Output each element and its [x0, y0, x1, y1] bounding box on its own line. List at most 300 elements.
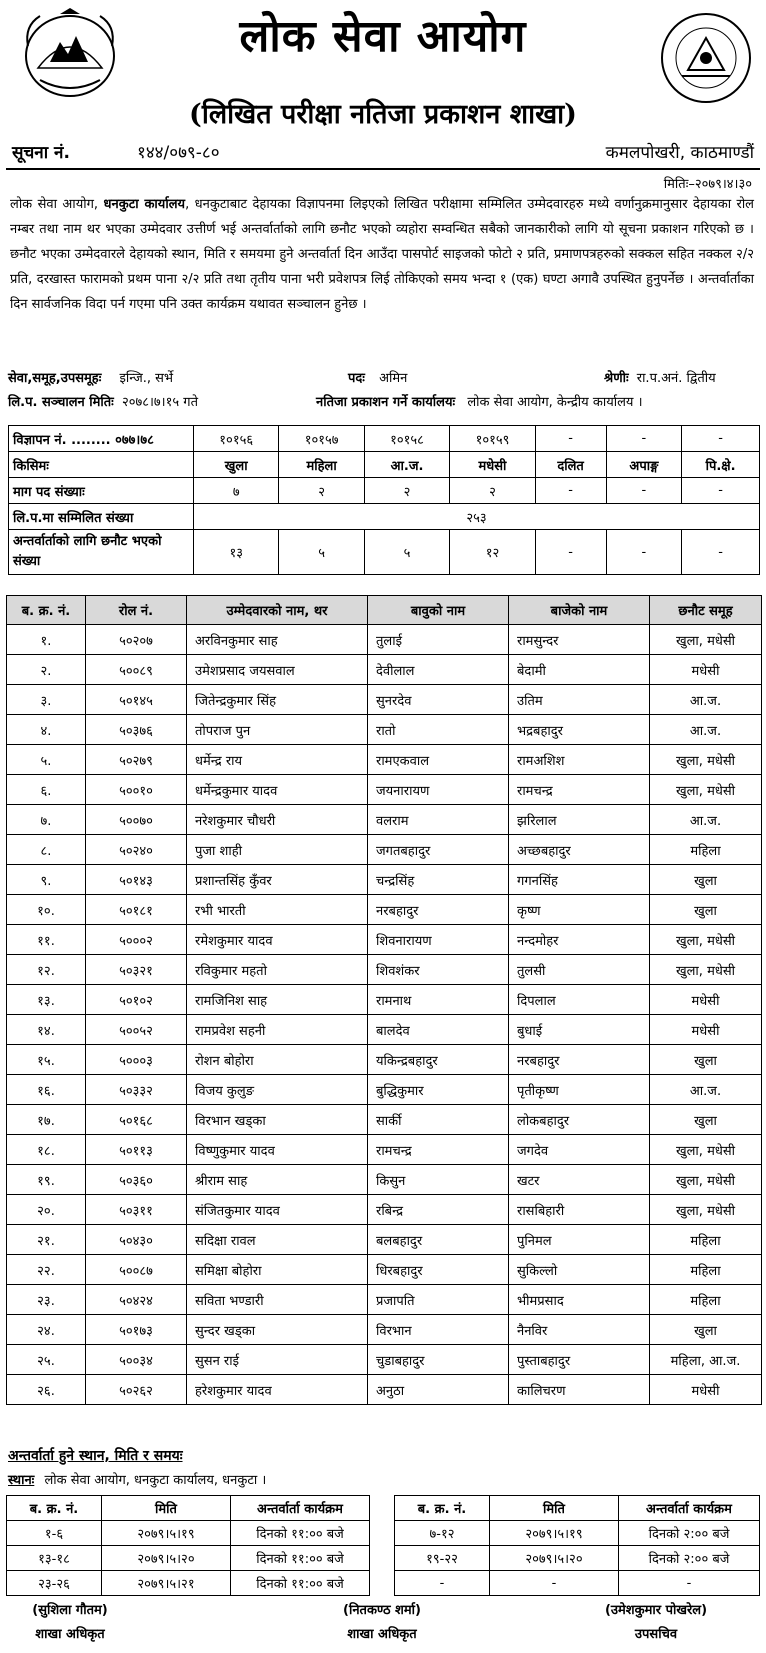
interview-place-value: लोक सेवा आयोग, धनकुटा कार्यालय, धनकुटा । — [44, 1473, 267, 1488]
candidate-name-cell: रमेशकुमार यादव — [187, 925, 368, 955]
father-name-cell: अनुठा — [368, 1375, 509, 1405]
group-cell: खुला, मधेसी — [650, 625, 762, 655]
serial-range-cell: - — [395, 1571, 490, 1596]
table-row — [7, 805, 762, 835]
column-header: ब. क्र. नं. — [7, 596, 86, 625]
selected-cell: १२ — [450, 530, 535, 575]
candidate-name-cell: रविकुमार महतो — [187, 955, 368, 985]
candidates-header-row — [7, 596, 762, 625]
group-cell: खुला, मधेसी — [650, 925, 762, 955]
demand-cell: २ — [450, 478, 535, 504]
serial-cell: १९. — [7, 1165, 86, 1195]
serial-cell: १०. — [7, 895, 86, 925]
signature-block — [0, 1600, 180, 1642]
candidate-name-cell: उमेशप्रसाद जयसवाल — [187, 655, 368, 685]
type-cell: खुला — [194, 452, 279, 478]
result-office-label: नतिजा प्रकाशन गर्ने कार्यालयः — [316, 395, 456, 410]
father-name-cell: बलबहादुर — [368, 1225, 509, 1255]
grandfather-name-cell: तुलसी — [509, 955, 650, 985]
father-name-cell: सुनरदेव — [368, 685, 509, 715]
class-label: श्रेणीः — [604, 371, 629, 386]
notice-label: सूचना नं. — [12, 143, 70, 163]
notice-date: मितिः–२०७९।४।३० — [663, 177, 752, 192]
serial-cell: २३. — [7, 1285, 86, 1315]
demand-cell: २ — [279, 478, 364, 504]
signatory-name: (नितकण्ठ शर्मा) — [343, 1603, 421, 1618]
type-cell: मधेसी — [450, 452, 535, 478]
grandfather-name-cell: भद्रबहादुर — [509, 715, 650, 745]
serial-range-cell: २३-२६ — [7, 1571, 102, 1596]
table-row — [7, 1045, 762, 1075]
appeared-value: २५३ — [194, 504, 760, 530]
father-name-cell: रामनाथ — [368, 985, 509, 1015]
roll-cell: ५०२०७ — [86, 625, 187, 655]
table-row — [7, 1521, 370, 1546]
roll-cell: ५०११३ — [86, 1135, 187, 1165]
serial-cell: ५. — [7, 745, 86, 775]
group-cell: खुला, मधेसी — [650, 1135, 762, 1165]
candidate-name-cell: विष्णुकुमार यादव — [187, 1135, 368, 1165]
group-cell: खुला, मधेसी — [650, 1165, 762, 1195]
candidate-name-cell: तोपराज पुन — [187, 715, 368, 745]
notice-line — [12, 140, 754, 163]
appeared-row — [9, 504, 760, 530]
type-cell: अपाङ्ग — [606, 452, 682, 478]
table-row — [7, 1135, 762, 1165]
date-cell: २०७९।५।१९ — [102, 1521, 231, 1546]
group-cell: खुला, मधेसी — [650, 775, 762, 805]
group-cell: महिला — [650, 1285, 762, 1315]
column-header: अन्तर्वार्ता कार्यक्रम — [619, 1496, 760, 1521]
demand-cell: - — [606, 478, 682, 504]
group-cell: आ.ज. — [650, 805, 762, 835]
adv-label: विज्ञापन नं. ........ ०७७।७८ — [9, 426, 194, 452]
adv-row — [9, 426, 760, 452]
candidate-name-cell: रामजिनिश साह — [187, 985, 368, 1015]
table-row — [7, 1195, 762, 1225]
selected-cell: ५ — [364, 530, 449, 575]
roll-cell: ५०३६० — [86, 1165, 187, 1195]
interview-left-body — [7, 1521, 370, 1596]
adv-cell: १०१५८ — [364, 426, 449, 452]
father-name-cell: रामएकवाल — [368, 745, 509, 775]
table-row — [395, 1546, 760, 1571]
commission-seal-logo — [660, 12, 752, 104]
time-cell: - — [619, 1571, 760, 1596]
serial-cell: २६. — [7, 1375, 86, 1405]
group-cell: मधेसी — [650, 655, 762, 685]
class — [604, 368, 716, 386]
roll-cell: ५०२६२ — [86, 1375, 187, 1405]
body-text-2: , धनकुटाबाट देहायका विज्ञापनमा लिइएको लिखित परीक्षामा सम्मिलित उम्मेदवारहरु मध्ये वर्णानुक्रमानुसार देहायका रोल नम्बर तथा नाम थर भएका उम्मेदवार उत्तीर्ण भई अन्तर्वार्ताको लागि छनौट भएको व्यहोरा सम्वन्धित सबैको जानकारीको लागि यो सूचना प्रकाशन गरिएको छ । छनौट भएका उम्मेदवारले देहायको स्थान, मिति र समयमा हुने अन्तर्वार्ता दिन आउँदा पासपोर्ट साइजको फोटो २ प्रति, प्रमाणपत्रहरुको सक्कल सहित नक्कल २/२ प्रति, दरखास्त फारामको प्रथम पाना २/२ प्रति तथा तृतीय पाना भरी प्रवेशपत्र लिई तोकिएको समय भन्दा १ (एक) घण्टा अगावै उपस्थित हुनुपर्नेछ । अन्तर्वार्ताका दिन सार्वजनिक विदा पर्न गएमा पनि उक्त कार्यक्रम यथावत सञ्चालन हुनेछ । — [10, 197, 754, 312]
candidate-name-cell: धर्मेन्द्र राय — [187, 745, 368, 775]
service-label: सेवा,समूह,उपसमूहः — [8, 371, 102, 386]
column-header: बावुको नाम — [368, 596, 509, 625]
roll-cell: ५०३११ — [86, 1195, 187, 1225]
result-office — [316, 392, 643, 410]
grandfather-name-cell: जगदेव — [509, 1135, 650, 1165]
table-row — [7, 1345, 762, 1375]
candidate-name-cell: समिक्षा बोहोरा — [187, 1255, 368, 1285]
father-name-cell: चन्द्रसिंह — [368, 865, 509, 895]
candidate-name-cell: रभी भारती — [187, 895, 368, 925]
father-name-cell: जगतबहादुर — [368, 835, 509, 865]
serial-cell: १८. — [7, 1135, 86, 1165]
serial-range-cell: १९-२२ — [395, 1546, 490, 1571]
adv-cell: १०१५७ — [279, 426, 364, 452]
time-cell: दिनको ११:०० बजे — [231, 1546, 370, 1571]
roll-cell: ५०२७९ — [86, 745, 187, 775]
roll-cell: ५०१६८ — [86, 1105, 187, 1135]
interview-place — [8, 1470, 266, 1488]
body-text-1: लोक सेवा आयोग, — [10, 197, 104, 212]
grandfather-name-cell: लोकबहादुर — [509, 1105, 650, 1135]
father-name-cell: जयनारायण — [368, 775, 509, 805]
group-cell: मधेसी — [650, 985, 762, 1015]
selected-cell: ५ — [279, 530, 364, 575]
serial-cell: २२. — [7, 1255, 86, 1285]
father-name-cell: रबिन्द्र — [368, 1195, 509, 1225]
table-row — [7, 1255, 762, 1285]
interview-place-label: स्थानः — [8, 1473, 35, 1488]
father-name-cell: चुडाबहादुर — [368, 1345, 509, 1375]
selected-label: अन्तर्वार्ताको लागि छनौट भएको संख्या — [9, 530, 194, 575]
father-name-cell: शिवशंकर — [368, 955, 509, 985]
roll-cell: ५०१४३ — [86, 865, 187, 895]
post-label: पदः — [348, 371, 365, 386]
selected-cell: - — [606, 530, 682, 575]
grandfather-name-cell: उतिम — [509, 685, 650, 715]
serial-cell: ६. — [7, 775, 86, 805]
adv-cell: १०१५६ — [194, 426, 279, 452]
table-row — [7, 865, 762, 895]
signature-block — [272, 1600, 492, 1642]
grandfather-name-cell: बुधाई — [509, 1015, 650, 1045]
column-header: मिति — [490, 1496, 619, 1521]
table-row — [7, 925, 762, 955]
table-row — [395, 1521, 760, 1546]
demand-row — [9, 478, 760, 504]
adv-cell: १०१५९ — [450, 426, 535, 452]
father-name-cell: धिरबहादुर — [368, 1255, 509, 1285]
group-cell: खुला, मधेसी — [650, 745, 762, 775]
column-header: ब. क्र. नं. — [7, 1496, 102, 1521]
table-row — [7, 1225, 762, 1255]
father-name-cell: सार्की — [368, 1105, 509, 1135]
serial-cell: १२. — [7, 955, 86, 985]
grandfather-name-cell: नैनविर — [509, 1315, 650, 1345]
grandfather-name-cell: दिपलाल — [509, 985, 650, 1015]
group-cell: आ.ज. — [650, 685, 762, 715]
table-row — [7, 625, 762, 655]
roll-cell: ५००३४ — [86, 1345, 187, 1375]
exam-date — [8, 392, 198, 410]
grandfather-name-cell: कृष्ण — [509, 895, 650, 925]
date-cell: २०७९।५।२१ — [102, 1571, 231, 1596]
grandfather-name-cell: नरबहादुर — [509, 1045, 650, 1075]
table-row — [7, 1165, 762, 1195]
father-name-cell: रातो — [368, 715, 509, 745]
type-cell: पि.क्षे. — [682, 452, 760, 478]
father-name-cell: बालदेव — [368, 1015, 509, 1045]
father-name-cell: प्रजापति — [368, 1285, 509, 1315]
table-row — [7, 685, 762, 715]
father-name-cell: यकिन्द्रबहादुर — [368, 1045, 509, 1075]
table-row — [7, 1375, 762, 1405]
candidate-name-cell: पुजा शाही — [187, 835, 368, 865]
serial-cell: २. — [7, 655, 86, 685]
table-row — [7, 955, 762, 985]
group-cell: खुला — [650, 895, 762, 925]
date-cell: २०७९।५।२० — [102, 1546, 231, 1571]
date-cell: २०७९।५।१९ — [490, 1521, 619, 1546]
serial-cell: १. — [7, 625, 86, 655]
table-row — [7, 1015, 762, 1045]
column-header: मिति — [102, 1496, 231, 1521]
candidate-name-cell: सुन्दर खड्का — [187, 1315, 368, 1345]
group-cell: महिला — [650, 835, 762, 865]
serial-cell: १५. — [7, 1045, 86, 1075]
date-cell: २०७९।५।२० — [490, 1546, 619, 1571]
group-cell: महिला, आ.ज. — [650, 1345, 762, 1375]
group-cell: मधेसी — [650, 1015, 762, 1045]
father-name-cell: बुद्धिकुमार — [368, 1075, 509, 1105]
table-row — [7, 1315, 762, 1345]
type-label: किसिमः — [9, 452, 194, 478]
adv-cell: - — [535, 426, 606, 452]
table-row — [7, 775, 762, 805]
signatory-designation: शाखा अधिकृत — [347, 1627, 417, 1642]
group-cell: खुला, मधेसी — [650, 1195, 762, 1225]
column-header: ब. क्र. नं. — [395, 1496, 490, 1521]
group-cell: महिला — [650, 1255, 762, 1285]
father-name-cell: शिवनारायण — [368, 925, 509, 955]
column-header: बाजेको नाम — [509, 596, 650, 625]
candidate-name-cell: अरविनकुमार साह — [187, 625, 368, 655]
father-name-cell: नरबहादुर — [368, 895, 509, 925]
grandfather-name-cell: पुस्ताबहादुर — [509, 1345, 650, 1375]
roll-cell: ५००७० — [86, 805, 187, 835]
signatory-designation: उपसचिव — [634, 1627, 678, 1642]
grandfather-name-cell: कालिचरण — [509, 1375, 650, 1405]
column-header: छनौट समूह — [650, 596, 762, 625]
candidate-name-cell: सुसन राई — [187, 1345, 368, 1375]
notice-number: १४४/०७९-८० — [137, 143, 220, 163]
father-name-cell: विरभान — [368, 1315, 509, 1345]
appeared-label: लि.प.मा सम्मिलित संख्या — [9, 504, 194, 530]
table-row — [7, 1546, 370, 1571]
table-row — [7, 715, 762, 745]
time-cell: दिनको २:०० बजे — [619, 1521, 760, 1546]
selected-row — [9, 530, 760, 575]
adv-cell: - — [682, 426, 760, 452]
serial-cell: २४. — [7, 1315, 86, 1345]
grandfather-name-cell: बेदामी — [509, 655, 650, 685]
grandfather-name-cell: भीमप्रसाद — [509, 1285, 650, 1315]
candidate-name-cell: नरेशकुमार चौधरी — [187, 805, 368, 835]
serial-cell: २०. — [7, 1195, 86, 1225]
grandfather-name-cell: पुनिमल — [509, 1225, 650, 1255]
exam-date-label: लि.प. सञ्चालन मितिः — [8, 395, 114, 410]
table-row — [7, 835, 762, 865]
roll-cell: ५०१४५ — [86, 685, 187, 715]
serial-range-cell: १-६ — [7, 1521, 102, 1546]
notice-body — [10, 192, 754, 317]
candidate-name-cell: सदिक्षा रावल — [187, 1225, 368, 1255]
table-row — [7, 985, 762, 1015]
time-cell: दिनको २:०० बजे — [619, 1546, 760, 1571]
interview-table-right — [394, 1495, 760, 1596]
father-name-cell: रामचन्द्र — [368, 1135, 509, 1165]
serial-cell: ३. — [7, 685, 86, 715]
service-group — [8, 368, 173, 386]
header-divider — [6, 168, 760, 170]
group-cell: आ.ज. — [650, 1075, 762, 1105]
candidate-name-cell: विजय कुलुङ — [187, 1075, 368, 1105]
candidate-name-cell: जितेन्द्रकुमार सिंह — [187, 685, 368, 715]
serial-range-cell: ७-१२ — [395, 1521, 490, 1546]
class-value: रा.प.अनं. द्वितीय — [636, 371, 716, 386]
roll-cell: ५०००२ — [86, 925, 187, 955]
demand-label: माग पद संख्याः — [9, 478, 194, 504]
type-cell: आ.ज. — [364, 452, 449, 478]
roll-cell: ५०२४० — [86, 835, 187, 865]
table-row — [395, 1571, 760, 1596]
candidate-name-cell: धर्मेन्द्रकुमार यादव — [187, 775, 368, 805]
roll-cell: ५००८७ — [86, 1255, 187, 1285]
table-row — [7, 1571, 370, 1596]
candidate-name-cell: हरेशकुमार यादव — [187, 1375, 368, 1405]
demand-cell: २ — [364, 478, 449, 504]
table-row — [7, 655, 762, 685]
post-value: अमिन — [379, 371, 408, 386]
grandfather-name-cell: रामसुन्दर — [509, 625, 650, 655]
column-header: उम्मेदवारको नाम, थर — [187, 596, 368, 625]
table-row — [7, 745, 762, 775]
serial-cell: १७. — [7, 1105, 86, 1135]
type-row — [9, 452, 760, 478]
grandfather-name-cell: अच्छबहादुर — [509, 835, 650, 865]
serial-cell: ४. — [7, 715, 86, 745]
grandfather-name-cell: पृतीकृष्ण — [509, 1075, 650, 1105]
serial-cell: १४. — [7, 1015, 86, 1045]
grandfather-name-cell: रामचन्द्र — [509, 775, 650, 805]
signatory-designation: शाखा अधिकृत — [35, 1627, 105, 1642]
interview-right-body — [395, 1521, 760, 1596]
time-cell: दिनको ११:०० बजे — [231, 1521, 370, 1546]
grandfather-name-cell: रामअशिश — [509, 745, 650, 775]
grandfather-name-cell: झरिलाल — [509, 805, 650, 835]
roll-cell: ५०३३२ — [86, 1075, 187, 1105]
candidate-name-cell: संजितकुमार यादव — [187, 1195, 368, 1225]
signature-block — [546, 1600, 766, 1642]
father-name-cell: वलराम — [368, 805, 509, 835]
group-cell: खुला — [650, 865, 762, 895]
location: कमलपोखरी, काठमाण्डौं — [605, 143, 754, 163]
serial-cell: ७. — [7, 805, 86, 835]
grandfather-name-cell: गगनसिंह — [509, 865, 650, 895]
demand-cell: ७ — [194, 478, 279, 504]
candidate-name-cell: विरभान खड्का — [187, 1105, 368, 1135]
demand-cell: - — [535, 478, 606, 504]
grandfather-name-cell: सुकिल्लो — [509, 1255, 650, 1285]
group-cell: खुला — [650, 1105, 762, 1135]
table-row — [7, 895, 762, 925]
roll-cell: ५००१० — [86, 775, 187, 805]
roll-cell: ५०३२१ — [86, 955, 187, 985]
candidate-name-cell: सविता भण्डारी — [187, 1285, 368, 1315]
result-office-value: लोक सेवा आयोग, केन्द्रीय कार्यालय । — [467, 395, 643, 410]
grandfather-name-cell: नन्दमोहर — [509, 925, 650, 955]
roll-cell: ५०१८१ — [86, 895, 187, 925]
father-name-cell: देवीलाल — [368, 655, 509, 685]
candidate-name-cell: रोशन बोहोरा — [187, 1045, 368, 1075]
serial-cell: ११. — [7, 925, 86, 955]
candidate-name-cell: रामप्रवेश सहनी — [187, 1015, 368, 1045]
group-cell: खुला — [650, 1315, 762, 1345]
interview-table-left — [6, 1495, 370, 1596]
serial-range-cell: १३-१८ — [7, 1546, 102, 1571]
adv-cell: - — [606, 426, 682, 452]
group-cell: खुला, मधेसी — [650, 955, 762, 985]
candidates-table — [6, 595, 762, 1405]
group-cell: आ.ज. — [650, 715, 762, 745]
selected-cell: १३ — [194, 530, 279, 575]
group-cell: खुला — [650, 1045, 762, 1075]
serial-cell: १६. — [7, 1075, 86, 1105]
roll-cell: ५००५२ — [86, 1015, 187, 1045]
demand-cell: - — [682, 478, 760, 504]
candidate-name-cell: श्रीराम साह — [187, 1165, 368, 1195]
candidates-body — [7, 625, 762, 1405]
serial-cell: ८. — [7, 835, 86, 865]
page-subtitle: (लिखित परीक्षा नतिजा प्रकाशन शाखा) — [189, 99, 577, 130]
serial-cell: २५. — [7, 1345, 86, 1375]
table-row — [7, 1285, 762, 1315]
page-title: लोक सेवा आयोग — [239, 11, 527, 62]
serial-cell: ९. — [7, 865, 86, 895]
table-row — [7, 1075, 762, 1105]
interview-header-row — [395, 1496, 760, 1521]
roll-cell: ५०१०२ — [86, 985, 187, 1015]
roll-cell: ५०१७३ — [86, 1315, 187, 1345]
roll-cell: ५०४२४ — [86, 1285, 187, 1315]
selected-cell: - — [682, 530, 760, 575]
time-cell: दिनको ११:०० बजे — [231, 1571, 370, 1596]
service-value: इन्जि., सर्भे — [119, 371, 174, 386]
candidate-name-cell: प्रशान्तसिंह कुँवर — [187, 865, 368, 895]
type-cell: महिला — [279, 452, 364, 478]
exam-date-value: २०७८।७।१५ गते — [121, 395, 198, 410]
type-cell: दलित — [535, 452, 606, 478]
serial-cell: २१. — [7, 1225, 86, 1255]
roll-cell: ५०००३ — [86, 1045, 187, 1075]
serial-cell: १३. — [7, 985, 86, 1015]
interview-heading: अन्तर्वार्ता हुने स्थान, मिति र समयः — [8, 1448, 183, 1464]
selected-cell: - — [535, 530, 606, 575]
date-cell: - — [490, 1571, 619, 1596]
roll-cell: ५०३७६ — [86, 715, 187, 745]
interview-header-row — [7, 1496, 370, 1521]
column-header: अन्तर्वार्ता कार्यक्रम — [231, 1496, 370, 1521]
group-cell: महिला — [650, 1225, 762, 1255]
office-name: धनकुटा कार्यालय — [103, 197, 186, 212]
group-cell: मधेसी — [650, 1375, 762, 1405]
post — [348, 368, 407, 386]
grandfather-name-cell: खटर — [509, 1165, 650, 1195]
father-name-cell: किसुन — [368, 1165, 509, 1195]
roll-cell: ५००८९ — [86, 655, 187, 685]
